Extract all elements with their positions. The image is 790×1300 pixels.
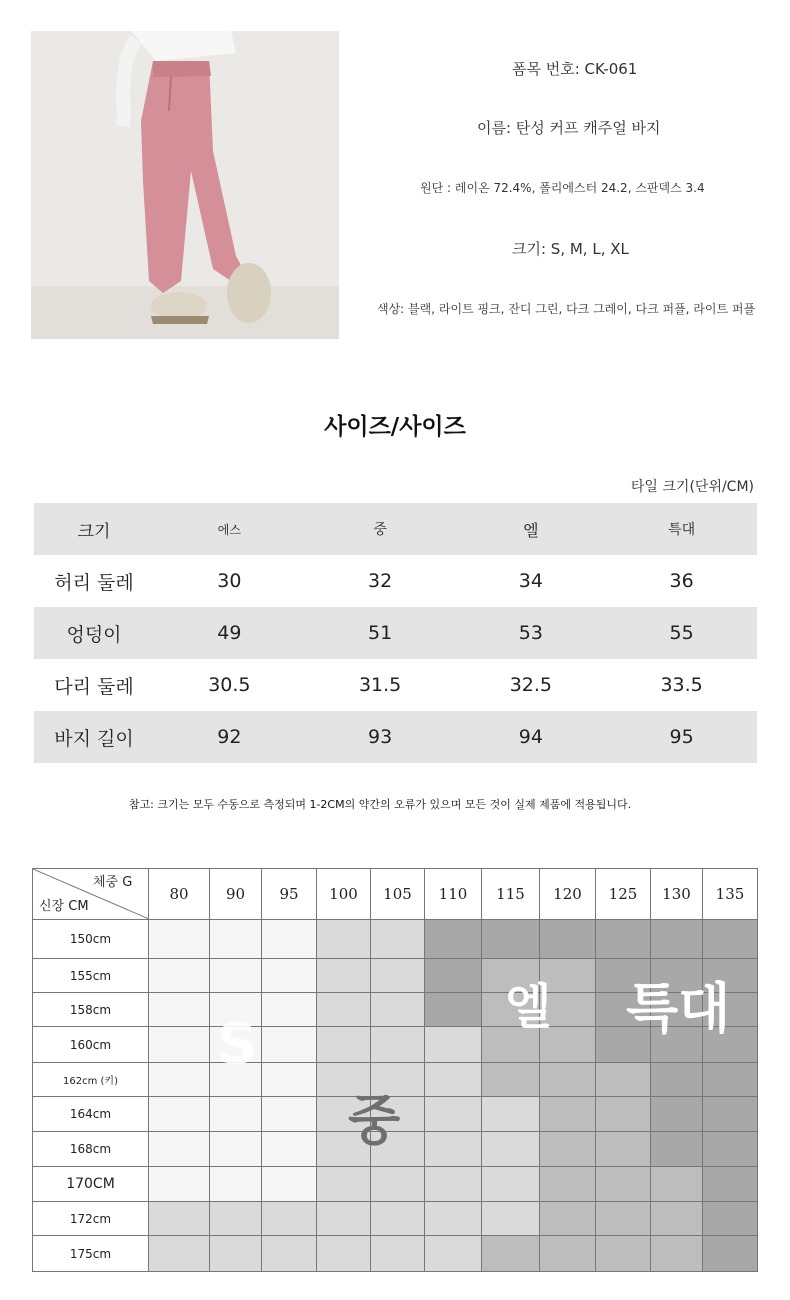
- fit-cell: [482, 920, 540, 959]
- fit-cell: [210, 1202, 262, 1236]
- corner-cell: [33, 869, 149, 920]
- pants-illustration: [31, 31, 339, 339]
- size-table-header: [34, 503, 757, 555]
- fit-cell: [596, 1063, 651, 1097]
- weight-header-cell: 120: [540, 869, 596, 920]
- fit-cell: [210, 1132, 262, 1167]
- header-cell: 중: [305, 503, 456, 555]
- fit-cell: [482, 1236, 540, 1272]
- fit-cell: [596, 1097, 651, 1132]
- fit-cell: [425, 1027, 482, 1063]
- fit-cell: [149, 920, 210, 959]
- fit-cell: [596, 1167, 651, 1202]
- fit-cell: [317, 1167, 371, 1202]
- height-label-cell: 150cm: [33, 920, 149, 959]
- unit-note: 타일 크기(단위/CM): [630, 479, 754, 495]
- fit-cell: [262, 1097, 317, 1132]
- fit-cell: [210, 1097, 262, 1132]
- header-cell: 특대: [606, 503, 757, 555]
- fit-cell: [425, 1063, 482, 1097]
- weight-header-cell: 90: [210, 869, 262, 920]
- size-zone-s: S: [217, 1012, 258, 1077]
- fit-cell: [210, 959, 262, 993]
- row-label: 엉덩이: [34, 607, 154, 659]
- fit-cell: [651, 1097, 703, 1132]
- weight-header-cell: 135: [703, 869, 758, 920]
- fit-cell: [149, 993, 210, 1027]
- fit-cell: [317, 959, 371, 993]
- fit-cell: [425, 1202, 482, 1236]
- fit-cell: [425, 1132, 482, 1167]
- fit-cell: [425, 1097, 482, 1132]
- fit-cell: [371, 1027, 425, 1063]
- fit-cell: [540, 1167, 596, 1202]
- fit-cell: [371, 993, 425, 1027]
- table-cell: 95: [606, 711, 757, 763]
- fit-cell: [262, 920, 317, 959]
- fit-row: [33, 1236, 758, 1272]
- fit-cell: [540, 1097, 596, 1132]
- fit-cell: [262, 1027, 317, 1063]
- weight-header-cell: 125: [596, 869, 651, 920]
- fit-cell: [651, 1202, 703, 1236]
- height-label-cell: 170CM: [33, 1167, 149, 1202]
- product-photo: [31, 31, 339, 339]
- fit-cell: [540, 1063, 596, 1097]
- fit-cell: [371, 959, 425, 993]
- fit-cell: [703, 1132, 758, 1167]
- table-row: [34, 659, 757, 711]
- height-label-cell: 162cm (키): [33, 1063, 149, 1097]
- height-label-cell: 168cm: [33, 1132, 149, 1167]
- fit-cell: [262, 993, 317, 1027]
- table-cell: 32: [368, 570, 393, 592]
- table-cell: 93: [305, 711, 456, 763]
- table-cell: 31.5: [358, 674, 402, 696]
- fit-cell: [371, 1167, 425, 1202]
- fit-chart-header: [33, 869, 758, 920]
- fit-cell: [371, 1236, 425, 1272]
- fit-cell: [425, 1167, 482, 1202]
- height-label-cell: 175cm: [33, 1236, 149, 1272]
- fit-cell: [210, 1236, 262, 1272]
- fit-cell: [425, 1236, 482, 1272]
- header-cell: 크기: [34, 503, 154, 555]
- fit-cell: [703, 1202, 758, 1236]
- fit-cell: [262, 959, 317, 993]
- size-zone-m: 중: [348, 1089, 401, 1152]
- fit-cell: [262, 1132, 317, 1167]
- table-cell: 34: [518, 570, 543, 592]
- fit-cell: [149, 1167, 210, 1202]
- fit-cell: [482, 1097, 540, 1132]
- table-cell: 36: [669, 570, 694, 592]
- header-cell: 에스: [154, 503, 305, 555]
- fit-cell: [703, 1063, 758, 1097]
- weight-header-cell: 100: [317, 869, 371, 920]
- fit-cell: [425, 959, 482, 993]
- fit-cell: [262, 1063, 317, 1097]
- fit-cell: [149, 1202, 210, 1236]
- fit-cell: [210, 920, 262, 959]
- fabric-info: 원단 : 레이온 72.4%, 폴리에스터 24.2, 스판덱스 3.4: [420, 181, 705, 195]
- fit-cell: [425, 993, 482, 1027]
- measurement-note: 참고: 크기는 모두 수동으로 측정되며 1-2CM의 약간의 오류가 있으며 모든 것이 실제 제품에 적용됩니다.: [128, 798, 632, 811]
- fit-cell: [540, 1202, 596, 1236]
- fit-cell: [317, 1027, 371, 1063]
- table-row: [34, 607, 757, 659]
- table-cell: 94: [456, 711, 607, 763]
- height-label-cell: 155cm: [33, 959, 149, 993]
- size-chart-title: 사이즈/사이즈: [324, 414, 466, 440]
- table-cell: 51: [305, 607, 456, 659]
- fit-cell: [540, 1132, 596, 1167]
- fit-cell: [482, 1202, 540, 1236]
- fit-cell: [149, 1027, 210, 1063]
- height-label-cell: 160cm: [33, 1027, 149, 1063]
- fit-cell: [262, 1167, 317, 1202]
- fit-cell: [262, 1236, 317, 1272]
- color-info: 색상: 블랙, 라이트 핑크, 잔디 그린, 다크 그레이, 다크 퍼플, 라이트 퍼플: [377, 302, 756, 316]
- fit-cell: [149, 959, 210, 993]
- fit-cell: [371, 1202, 425, 1236]
- table-cell: 30.5: [208, 674, 251, 696]
- height-label-cell: 172cm: [33, 1202, 149, 1236]
- table-cell: 53: [456, 607, 607, 659]
- fit-cell: [425, 920, 482, 959]
- table-cell: 55: [606, 607, 757, 659]
- table-row: [34, 711, 757, 763]
- table-cell: 32.5: [509, 674, 553, 696]
- table-cell: 92: [154, 711, 305, 763]
- size-zone-xl: 특대: [626, 977, 731, 1040]
- fit-cell: [371, 920, 425, 959]
- fit-cell: [651, 1063, 703, 1097]
- weight-header-cell: 105: [371, 869, 425, 920]
- fit-cell: [317, 1236, 371, 1272]
- fit-cell: [596, 1132, 651, 1167]
- fit-cell: [482, 1132, 540, 1167]
- fit-row: [33, 1202, 758, 1236]
- fit-cell: [482, 1063, 540, 1097]
- fit-cell: [210, 1167, 262, 1202]
- fit-cell: [149, 1236, 210, 1272]
- fit-cell: [317, 993, 371, 1027]
- fit-cell: [651, 1132, 703, 1167]
- fit-cell: [703, 1167, 758, 1202]
- height-label: 신장 CM: [39, 899, 89, 914]
- fit-cell: [149, 1097, 210, 1132]
- table-cell: 30: [217, 570, 242, 592]
- fit-cell: [596, 1202, 651, 1236]
- fit-cell: [596, 920, 651, 959]
- row-label: 바지 길이: [34, 711, 154, 763]
- row-label: 다리 둘레: [54, 675, 134, 698]
- weight-header-cell: 80: [149, 869, 210, 920]
- fit-chart: [32, 868, 758, 1272]
- fit-cell: [482, 1167, 540, 1202]
- fit-cell: [651, 1236, 703, 1272]
- size-table: [34, 503, 757, 763]
- size-info: 크기: S, M, L, XL: [512, 240, 629, 258]
- fit-cell: [317, 1202, 371, 1236]
- fit-row: [33, 1167, 758, 1202]
- item-number: 폼목 번호: CK-061: [512, 60, 638, 78]
- table-row: [34, 555, 757, 607]
- weight-header-cell: 110: [425, 869, 482, 920]
- fit-cell: [317, 920, 371, 959]
- header-cell: 엘: [456, 503, 607, 555]
- row-label: 허리 둘레: [54, 571, 134, 594]
- fit-cell: [262, 1202, 317, 1236]
- table-cell: 49: [154, 607, 305, 659]
- product-name: 이름: 탄성 커프 캐주얼 바지: [477, 119, 661, 137]
- weight-header-cell: 95: [262, 869, 317, 920]
- fit-cell: [651, 920, 703, 959]
- size-zone-l: 엘: [505, 979, 552, 1035]
- weight-header-cell: 115: [482, 869, 540, 920]
- fit-cell: [540, 920, 596, 959]
- fit-cell: [703, 920, 758, 959]
- fit-cell: [703, 1236, 758, 1272]
- weight-header-cell: 130: [651, 869, 703, 920]
- fit-row: [33, 920, 758, 959]
- height-label-cell: 158cm: [33, 993, 149, 1027]
- table-cell: 33.5: [660, 674, 703, 696]
- fit-cell: [596, 1236, 651, 1272]
- fit-cell: [540, 1236, 596, 1272]
- fit-cell: [149, 1132, 210, 1167]
- fit-cell: [703, 1097, 758, 1132]
- height-label-cell: 164cm: [33, 1097, 149, 1132]
- fit-cell: [149, 1063, 210, 1097]
- fit-cell: [651, 1167, 703, 1202]
- weight-label: 체중 G: [93, 875, 133, 890]
